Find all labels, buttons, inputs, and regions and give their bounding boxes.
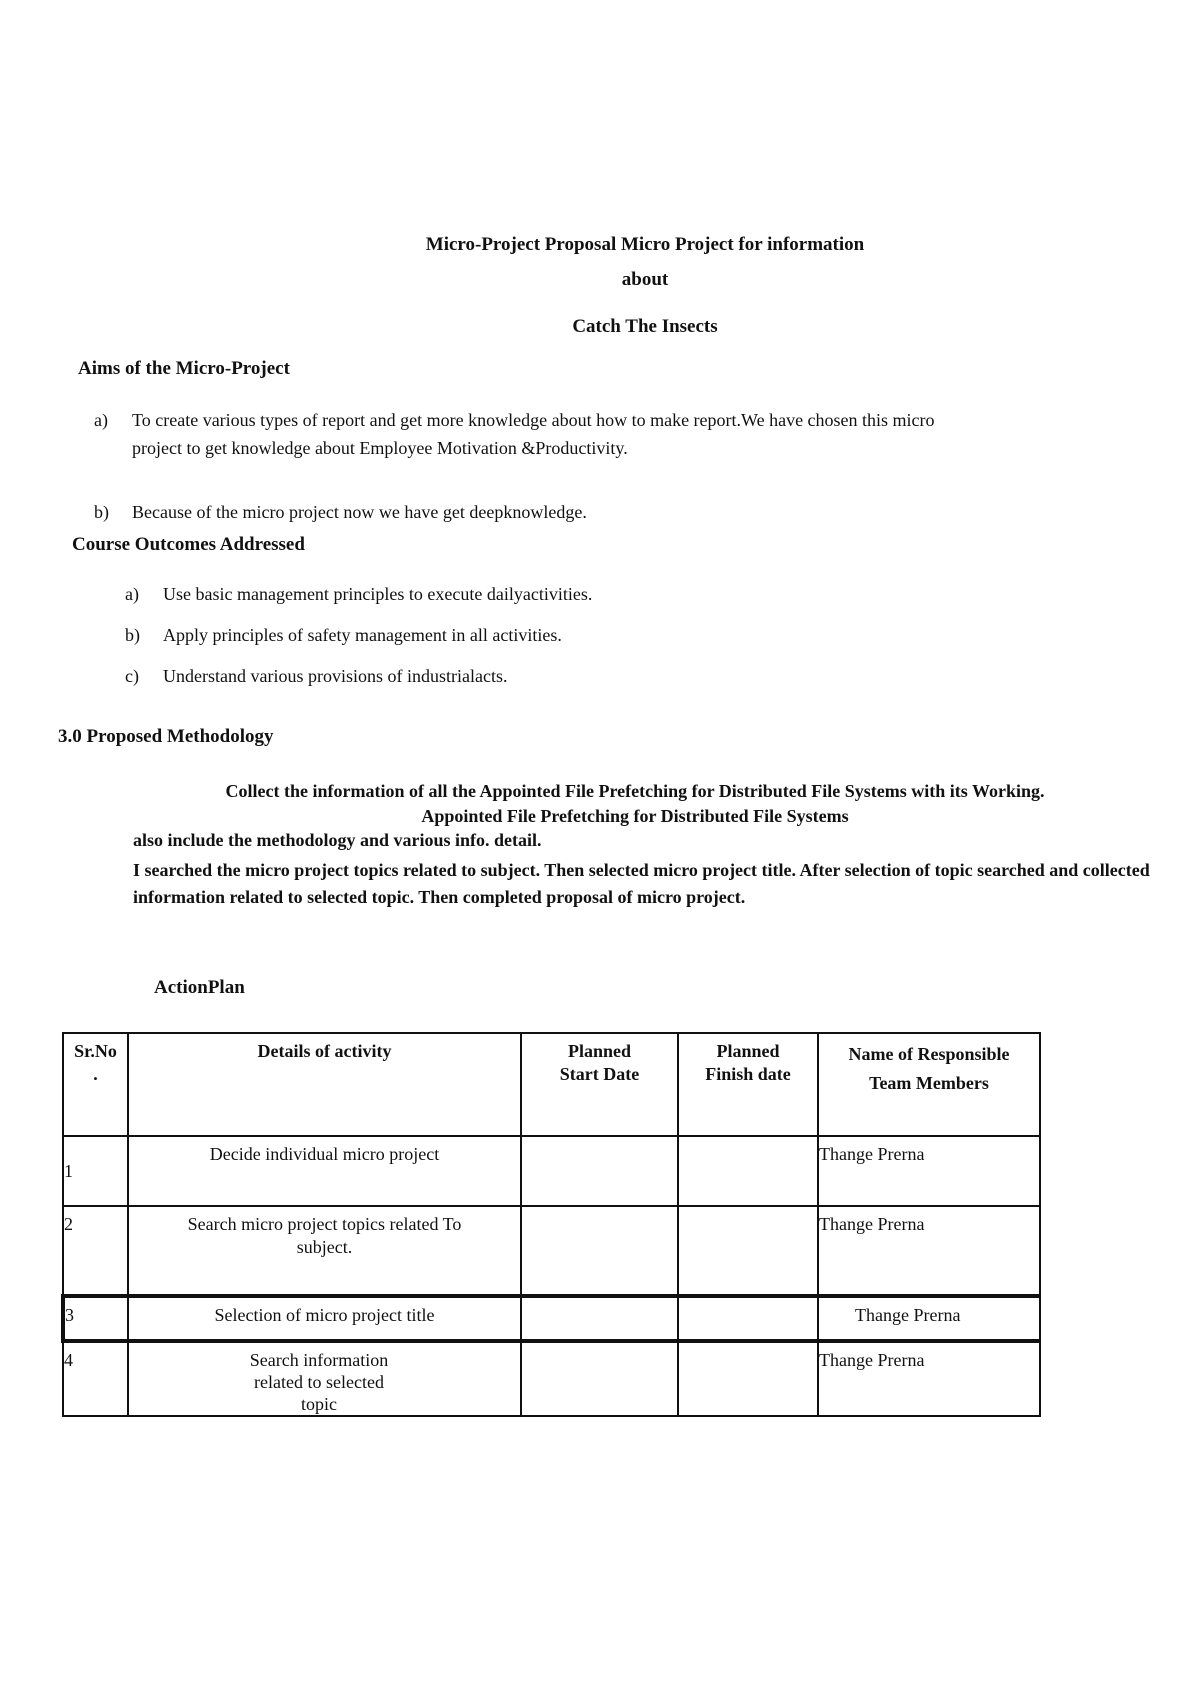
table-row	[63, 1296, 1040, 1341]
row-responsible	[818, 1296, 1040, 1341]
row-srno-value: 4	[64, 1350, 73, 1370]
methodology-line-1: Collect the information of all the Appointed File Prefetching for Distributed File Systems with its Working.	[225, 781, 1045, 801]
list-marker: a)	[125, 584, 139, 604]
row-responsible	[818, 1206, 1040, 1296]
list-marker: b)	[125, 625, 140, 645]
row-srno	[63, 1296, 128, 1341]
row-responsible-name: Thange Prerna	[819, 1144, 925, 1164]
row-finish-date	[678, 1136, 818, 1206]
aims-heading: Aims of the Micro-Project	[78, 358, 290, 379]
row-srno-value: 3	[65, 1305, 74, 1325]
row-activity	[128, 1341, 521, 1416]
row-activity-line2: related to selected	[254, 1372, 384, 1392]
methodology-line-2: Appointed File Prefetching for Distributed File Systems	[421, 806, 849, 826]
row-activity-line2: subject.	[296, 1237, 353, 1257]
header-planned-start	[521, 1033, 678, 1136]
row-responsible-name: Thange Prerna	[819, 1350, 925, 1370]
table-row	[63, 1136, 1040, 1206]
row-finish-date-value	[679, 1207, 817, 1213]
list-marker: a)	[94, 410, 108, 430]
header-srno-line1: Sr.No	[74, 1041, 117, 1061]
row-start-date-value	[522, 1207, 677, 1213]
row-responsible	[818, 1341, 1040, 1416]
header-start-line2: Start Date	[559, 1064, 640, 1084]
row-activity	[128, 1136, 521, 1206]
aims-item-text	[132, 406, 935, 462]
row-start-date	[521, 1296, 678, 1341]
row-start-date-value	[522, 1343, 677, 1349]
header-srno-line2: .	[93, 1064, 98, 1084]
row-start-date	[521, 1136, 678, 1206]
action-plan-table	[61, 1032, 1041, 1417]
header-details-label: Details of activity	[257, 1041, 392, 1061]
header-start-line1: Planned	[567, 1041, 632, 1061]
row-srno-value: 2	[64, 1214, 73, 1234]
row-finish-date-value	[679, 1343, 817, 1349]
table-header-row	[63, 1033, 1040, 1136]
row-srno-value: 1	[64, 1161, 73, 1181]
row-start-date	[521, 1341, 678, 1416]
row-finish-date	[678, 1341, 818, 1416]
row-activity	[128, 1296, 521, 1341]
methodology-line-3: also include the methodology and various info. detail.	[133, 830, 542, 850]
table-row	[63, 1206, 1040, 1296]
course-outcome-text: Understand various provisions of industrialacts.	[163, 666, 508, 686]
row-activity-line1: Search micro project topics related To	[187, 1214, 462, 1234]
course-outcomes-heading: Course Outcomes Addressed	[72, 534, 305, 555]
methodology-paragraph: I searched the micro project topics related to subject. Then selected micro project title. After selection of topic searched and collected information related to selected topic. Then completed proposal of micro project.	[133, 860, 1150, 907]
row-finish-date-value	[679, 1298, 817, 1304]
row-srno	[63, 1341, 128, 1416]
table-row	[63, 1341, 1040, 1416]
aims-item-text-line2: project to get knowledge about Employee Motivation &Productivity.	[132, 438, 628, 458]
proposal-topic: Catch The Insects	[572, 316, 718, 337]
header-planned-finish	[678, 1033, 818, 1136]
row-responsible-name: Thange Prerna	[855, 1305, 961, 1325]
row-responsible-name: Thange Prerna	[819, 1214, 925, 1234]
course-outcome-text: Use basic management principles to execute dailyactivities.	[163, 584, 593, 604]
row-start-date-value	[522, 1298, 677, 1304]
aims-item-text-line1: To create various types of report and get more knowledge about how to make report.We have chosen this micro	[132, 410, 935, 430]
header-name-line2: Team Members	[869, 1073, 989, 1093]
row-activity-text: Decide individual micro project	[209, 1144, 440, 1164]
aims-item-text: Because of the micro project now we have get deepknowledge.	[132, 502, 587, 522]
row-start-date	[521, 1206, 678, 1296]
header-finish-line2: Finish date	[705, 1064, 791, 1084]
header-finish-line1: Planned	[716, 1041, 780, 1061]
row-finish-date-value	[679, 1137, 817, 1143]
header-name-line1: Name of Responsible	[848, 1044, 1010, 1064]
course-outcome-text: Apply principles of safety management in all activities.	[163, 625, 562, 645]
header-responsible	[818, 1033, 1040, 1136]
row-activity-text: Selection of micro project title	[214, 1305, 435, 1325]
methodology-heading: 3.0 Proposed Methodology	[58, 726, 274, 747]
row-srno	[63, 1206, 128, 1296]
proposal-title-about: about	[621, 269, 669, 290]
list-marker: c)	[125, 666, 139, 686]
header-srno	[63, 1033, 128, 1136]
row-activity-line1: Search information	[249, 1350, 389, 1370]
header-details	[128, 1033, 521, 1136]
row-finish-date	[678, 1206, 818, 1296]
row-finish-date	[678, 1296, 818, 1341]
row-srno	[63, 1136, 128, 1206]
list-marker: b)	[94, 502, 109, 522]
row-activity-line3: topic	[301, 1394, 337, 1414]
row-activity	[128, 1206, 521, 1296]
row-start-date-value	[522, 1137, 677, 1143]
proposal-title: Micro-Project Proposal Micro Project for information	[425, 234, 865, 255]
action-plan-heading: ActionPlan	[154, 977, 245, 998]
row-responsible	[818, 1136, 1040, 1206]
